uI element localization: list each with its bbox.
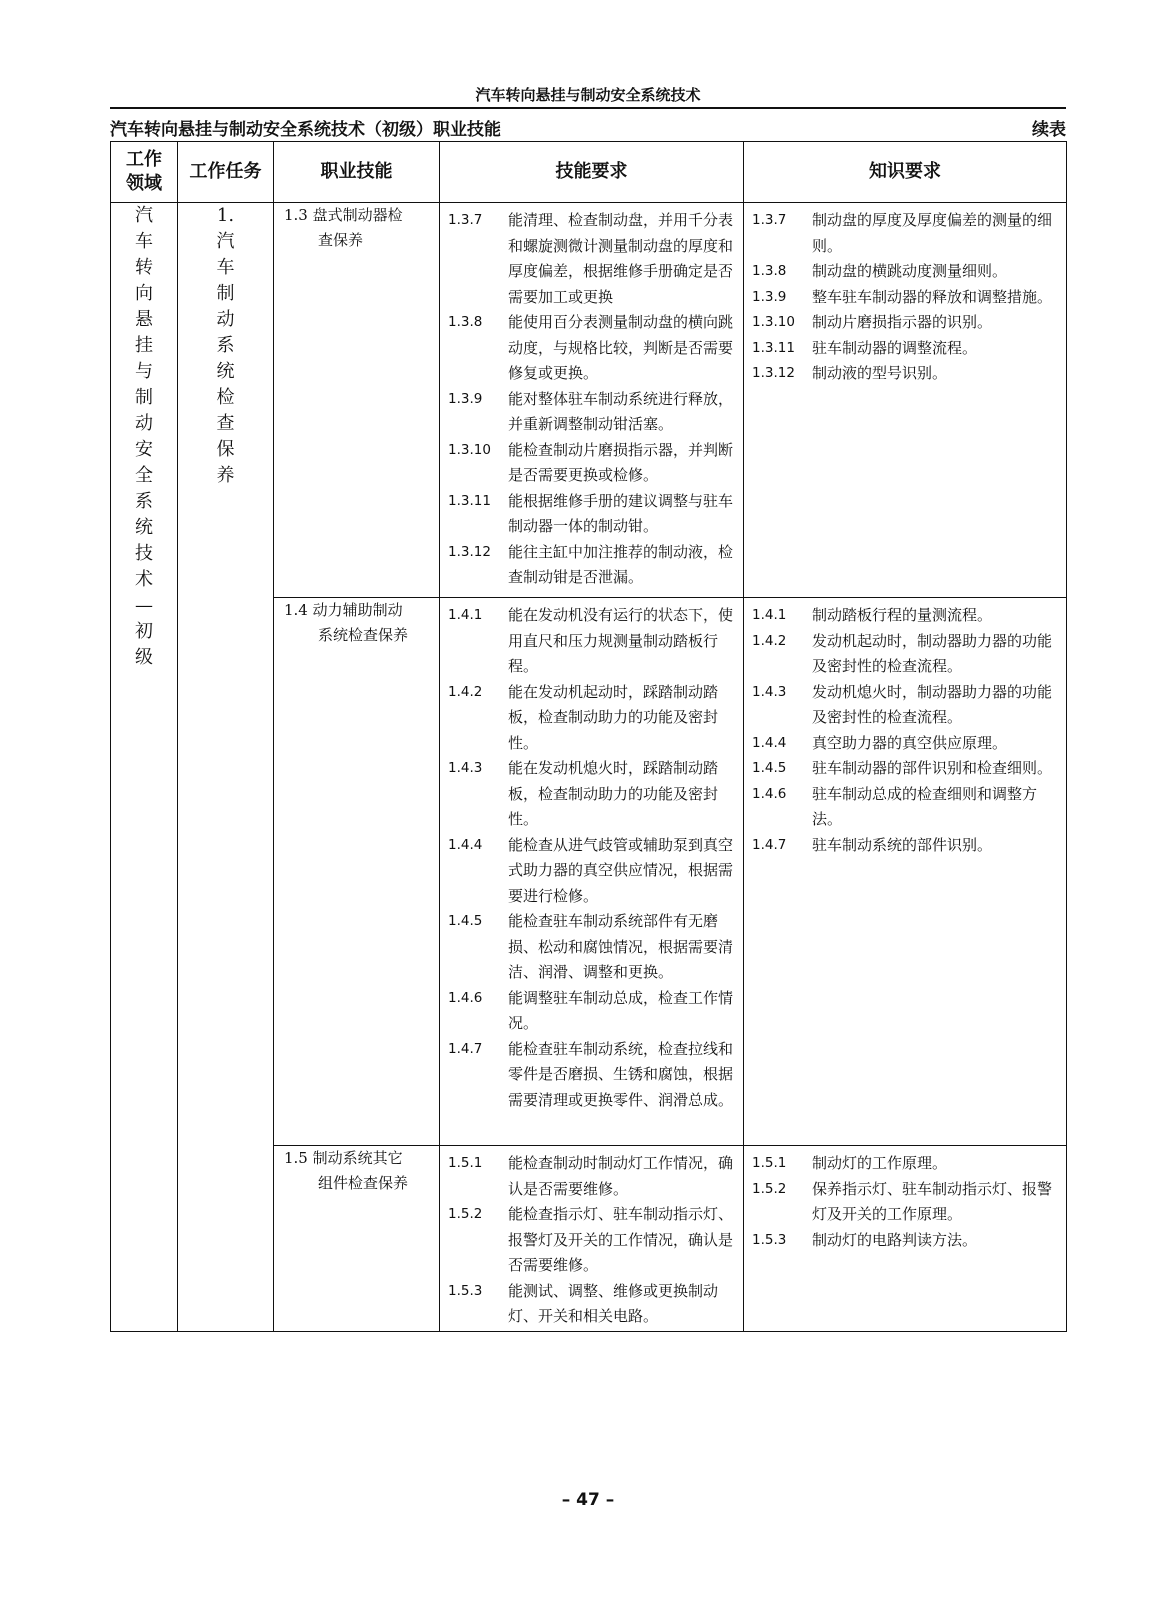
skill-requirement-item [440, 208, 743, 310]
table-body [111, 203, 1067, 1332]
item-number: 1.4.5 [448, 913, 483, 929]
column-header-task: 工作任务 [178, 142, 274, 203]
skill-label-line: 组件检查保养 [318, 1174, 409, 1192]
knowledge-requirements-cell [744, 203, 1067, 598]
skill-label-line: 查保养 [318, 231, 364, 249]
item-text: 能在发动机起动时，踩踏制动踏板，检查制动助力的功能及密封性。 [508, 682, 719, 752]
item-text: 制动片磨损指示器的识别。 [812, 313, 993, 331]
skill-requirement-item [440, 1151, 743, 1202]
skill-requirement-item [440, 833, 743, 910]
knowledge-requirement-item [744, 208, 1066, 259]
item-number: 1.3.11 [752, 339, 795, 356]
item-number: 1.5.2 [448, 1206, 483, 1222]
knowledge-requirement-item [744, 1177, 1066, 1228]
item-text: 能测试、调整、维修或更换制动灯、开关和相关电路。 [508, 1281, 719, 1325]
skill-requirement-item [440, 603, 743, 680]
item-number: 1.3.11 [448, 492, 491, 509]
knowledge-requirement-item [744, 336, 1066, 362]
knowledge-requirement-item [744, 1151, 1066, 1177]
knowledge-requirement-item [744, 1228, 1066, 1254]
item-number: 1.4.1 [752, 607, 787, 623]
item-number: 1.4.3 [448, 760, 483, 776]
item-number: 1.3.8 [752, 263, 787, 279]
skill-cell [274, 1146, 440, 1332]
item-text: 能检查驻车制动系统部件有无磨损、松动和腐蚀情况，根据需要清洁、润滑、调整和更换。 [508, 912, 734, 981]
page-number: – 47 – [561, 1490, 615, 1510]
item-text: 能检查制动时制动灯工作情况，确认是否需要维修。 [508, 1154, 734, 1198]
skill-requirement-item [440, 756, 743, 833]
item-text: 驻车制动系统的部件识别。 [812, 835, 993, 854]
skill-requirement-item [440, 909, 743, 986]
column-header-skill: 职业技能 [274, 142, 440, 203]
skill-label-line: 系统检查保养 [318, 626, 409, 644]
item-number: 1.4.2 [752, 632, 787, 649]
knowledge-requirement-item [744, 629, 1066, 680]
column-header-domain: 工作领域 [111, 142, 178, 203]
work-domain-text: 汽车转向悬挂与制动安全系统技术—初级 [135, 205, 153, 668]
knowledge-requirement-item [744, 285, 1066, 311]
knowledge-requirement-item [744, 361, 1066, 387]
item-text: 能使用百分表测量制动盘的横向跳动度，与规格比较，判断是否需要修复或更换。 [508, 313, 734, 382]
item-number: 1.5.1 [448, 1155, 483, 1171]
table-row [111, 203, 1067, 598]
work-task-text: 1.汽车制动系统检查保养 [216, 205, 235, 486]
skill-cell [274, 203, 440, 598]
item-number: 1.4.6 [448, 989, 483, 1006]
item-text: 能检查指示灯、驻车制动指示灯、报警灯及开关的工作情况，确认是否需要维修。 [508, 1205, 734, 1274]
item-text: 整车驻车制动器的释放和调整措施。 [812, 287, 1053, 306]
item-text: 能往主缸中加注推荐的制动液，检查制动钳是否泄漏。 [508, 542, 734, 586]
knowledge-requirement-item [744, 833, 1066, 859]
item-number: 1.3.8 [448, 314, 483, 330]
column-header-skill-requirements: 技能要求 [440, 142, 744, 203]
item-number: 1.5.2 [752, 1180, 787, 1197]
knowledge-requirement-item [744, 603, 1066, 629]
skill-requirement-item [440, 1037, 743, 1114]
item-text: 制动灯的电路判读方法。 [812, 1230, 978, 1249]
skill-requirement-item [440, 310, 743, 387]
item-number: 1.4.5 [752, 760, 787, 776]
item-number: 1.3.10 [448, 441, 491, 458]
skill-label-line: 1.4 动力辅助制动 [284, 601, 403, 619]
item-text: 能检查从进气歧管或辅助泵到真空式助力器的真空供应情况，根据需要进行检修。 [508, 835, 734, 905]
knowledge-requirement-item [744, 680, 1066, 731]
skill-requirement-item [440, 986, 743, 1037]
skill-cell [274, 598, 440, 1146]
knowledge-requirements-cell [744, 1146, 1067, 1332]
item-text: 能调整驻车制动总成，检查工作情况。 [508, 988, 734, 1032]
item-text: 制动盘的横跳动度测量细则。 [812, 262, 1008, 280]
item-number: 1.3.12 [752, 365, 795, 381]
knowledge-requirement-item [744, 310, 1066, 336]
item-number: 1.4.6 [752, 785, 787, 802]
table-continued-label: 续表 [1032, 120, 1066, 140]
item-text: 发动机起动时，制动器助力器的功能及密封性的检查流程。 [812, 631, 1053, 675]
skill-requirements-cell [440, 1146, 744, 1332]
item-text: 制动液的型号识别。 [812, 364, 948, 382]
item-number: 1.4.7 [448, 1040, 483, 1057]
item-text: 真空助力器的真空供应原理。 [812, 733, 1008, 752]
column-header-knowledge-requirements: 知识要求 [744, 142, 1067, 203]
skill-requirement-item [440, 540, 743, 591]
skill-label-line: 1.3 盘式制动器检 [284, 206, 403, 224]
table-title: 汽车转向悬挂与制动安全系统技术（初级）职业技能 [110, 120, 501, 140]
item-text: 驻车制动器的部件识别和检查细则。 [812, 759, 1053, 777]
item-text: 能根据维修手册的建议调整与驻车制动器一体的制动钳。 [508, 491, 734, 535]
skill-label-line: 1.5 制动系统其它 [284, 1149, 403, 1167]
item-text: 能在发动机没有运行的状态下，使用直尺和压力规测量制动踏板行程。 [508, 606, 734, 675]
skill-label [274, 1146, 439, 1196]
item-number: 1.4.4 [752, 734, 787, 751]
skill-requirement-item [440, 438, 743, 489]
skill-requirement-item [440, 387, 743, 438]
work-task-cell [178, 203, 274, 1332]
skills-table [110, 141, 1067, 1332]
item-number: 1.3.9 [448, 390, 483, 407]
item-text: 制动灯的工作原理。 [812, 1154, 948, 1172]
skill-requirements-cell [440, 598, 744, 1146]
item-text: 能检查制动片磨损指示器，并判断是否需要更换或检修。 [508, 440, 734, 484]
skill-requirements-cell [440, 203, 744, 598]
item-number: 1.5.1 [752, 1155, 787, 1171]
item-text: 驻车制动总成的检查细则和调整方法。 [812, 784, 1038, 828]
item-number: 1.5.3 [448, 1282, 483, 1299]
item-number: 1.4.3 [752, 683, 787, 700]
item-number: 1.4.2 [448, 683, 483, 700]
skill-requirement-item [440, 680, 743, 757]
item-text: 保养指示灯、驻车制动指示灯、报警灯及开关的工作原理。 [812, 1179, 1053, 1223]
header-rule [110, 107, 1066, 109]
item-text: 能检查驻车制动系统，检查拉线和零件是否磨损、生锈和腐蚀，根据需要清理或更换零件、润滑总成。 [508, 1039, 734, 1109]
knowledge-requirement-item [744, 756, 1066, 782]
item-number: 1.3.10 [752, 314, 795, 330]
item-text: 能对整体驻车制动系统进行释放，并重新调整制动钳活塞。 [508, 389, 734, 433]
item-number: 1.4.1 [448, 607, 483, 623]
table-header-row [111, 142, 1067, 203]
skill-label [274, 203, 439, 253]
item-text: 制动盘的厚度及厚度偏差的测量的细则。 [812, 211, 1053, 255]
item-number: 1.4.7 [752, 836, 787, 853]
knowledge-requirements-cell [744, 598, 1067, 1146]
skill-label [274, 598, 439, 648]
item-number: 1.3.9 [752, 288, 787, 305]
item-text: 发动机熄火时，制动器助力器的功能及密封性的检查流程。 [812, 682, 1053, 726]
skill-requirement-item [440, 1202, 743, 1279]
skill-requirement-item [440, 489, 743, 540]
item-number: 1.3.12 [448, 543, 491, 560]
item-number: 1.3.7 [448, 212, 483, 228]
knowledge-requirement-item [744, 259, 1066, 285]
knowledge-requirement-item [744, 782, 1066, 833]
item-text: 制动踏板行程的量测流程。 [812, 606, 993, 624]
item-text: 能在发动机熄火时，踩踏制动踏板，检查制动助力的功能及密封性。 [508, 759, 719, 828]
item-text: 能清理、检查制动盘，并用千分表和螺旋测微计测量制动盘的厚度和厚度偏差，根据维修手册确定是否需要加工或更换 [508, 211, 734, 306]
running-header: 汽车转向悬挂与制动安全系统技术 [475, 86, 701, 104]
knowledge-requirement-item [744, 731, 1066, 757]
item-number: 1.5.3 [752, 1231, 787, 1248]
item-number: 1.3.7 [752, 212, 787, 228]
work-domain-cell [111, 203, 178, 1332]
skill-requirement-item [440, 1279, 743, 1330]
item-text: 驻车制动器的调整流程。 [812, 338, 978, 357]
item-number: 1.4.4 [448, 836, 483, 853]
